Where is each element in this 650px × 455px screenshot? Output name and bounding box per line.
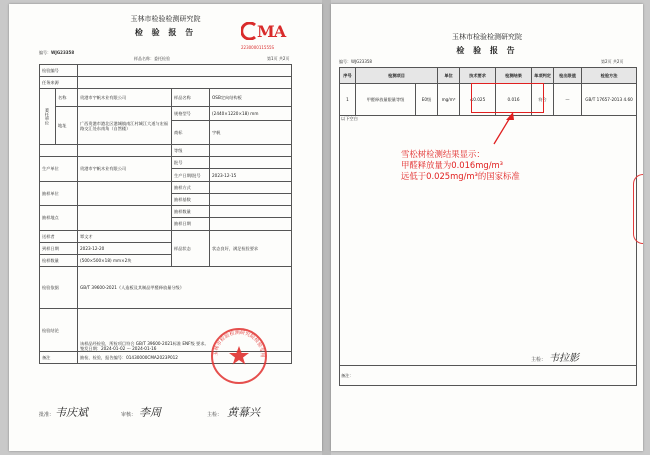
label-spec-model: 规格型号	[172, 107, 210, 120]
report-title: 检 验 报 告	[134, 27, 197, 37]
value-arrival-date: 2023-12-20	[78, 242, 172, 254]
cell-requirement: ≤0.025	[460, 84, 496, 116]
value-sampling-unit	[78, 181, 172, 205]
label-task-source: 任务来源	[40, 77, 78, 89]
report-form-table	[39, 64, 292, 364]
report-no: 编号：WJG23358	[39, 50, 75, 55]
value-sampling-method	[210, 181, 292, 193]
header-cell: 单位	[438, 68, 460, 84]
page-number-2: 第2页 共2页	[601, 59, 624, 64]
header-cell: 检出限值	[554, 68, 582, 84]
label-prod-date: 生产日期/批号	[172, 169, 210, 181]
label-client-address: 地址	[56, 107, 78, 145]
label-remark: 备注	[40, 351, 78, 363]
report-page-2	[331, 4, 643, 451]
cell-index: 1	[340, 84, 356, 116]
institute-name: 玉林市检验检测研究院	[130, 15, 201, 23]
label-client-name: 名称	[56, 89, 78, 107]
annotation-line-1: 雪松树检测结果显示：	[401, 149, 485, 159]
edge-seal-mark	[633, 174, 643, 244]
label-test-basis: 检验依据	[40, 267, 78, 309]
remark-label: 备注：	[341, 373, 354, 378]
cell-verdict: 符合	[532, 84, 554, 116]
header-cell: 序号	[340, 68, 356, 84]
report-no-2: 编号：WJG23358	[339, 59, 372, 64]
label-client: 委托单位	[40, 89, 56, 145]
page-number: 第1页 共2页	[267, 56, 290, 61]
label-reviewer: 审核：	[121, 412, 137, 418]
label-sample-status: 样品状态	[172, 230, 210, 267]
label-sender: 送样者	[40, 230, 78, 242]
report-page-1	[9, 4, 322, 451]
label-conclusion: 检验结论	[40, 309, 78, 351]
label-producer: 生产单位	[40, 157, 78, 181]
label-sample-no: 检验编号	[40, 65, 78, 77]
value-producer-blank	[78, 145, 172, 157]
cell-item: 甲醛释放量限量等级	[356, 84, 416, 116]
signature-reviewer: 李周	[139, 406, 161, 419]
value-sample-name: OSB定向结构板	[210, 89, 292, 107]
header-cell: 技术要求	[460, 68, 496, 84]
label-tester-2: 主检：	[531, 357, 547, 363]
value-client-name: 贵港市宇帆木业有限公司	[78, 89, 172, 107]
header-cell: 单项判定	[532, 68, 554, 84]
label-sampling-unit: 抽样单位	[40, 181, 78, 205]
label-sample-qty: 检样数量	[40, 254, 78, 266]
signature-approver: 韦庆斌	[55, 406, 88, 419]
label-tester: 主检：	[207, 412, 223, 418]
value-sender: 覃文才	[78, 230, 172, 242]
report-title-2: 检 验 报 告	[456, 45, 518, 55]
annotation-text	[401, 149, 520, 182]
cell-grade: E0级	[416, 84, 438, 116]
value-sample-no	[78, 65, 292, 77]
institute-name-2: 玉林市检验检测研究院	[452, 33, 522, 41]
value-sampling-date	[210, 218, 292, 230]
cell-result: 0.016	[496, 84, 532, 116]
value-client-address: 广西贵港市港北区港城镇南江村城江大道与宏福路交汇处东南角（自然楼）	[78, 107, 172, 145]
label-grade: 等级	[172, 145, 210, 157]
value-test-basis: GB/T 39600-2021《人造板及其制品甲醛释放量分级》	[78, 267, 292, 309]
label-sampling-place: 抽样地点	[40, 206, 78, 230]
page-gutter	[322, 0, 331, 455]
value-prod-date: 2023-12-15	[210, 169, 292, 181]
cell-method: GB/T 17657-2013 4.60	[582, 84, 637, 116]
label-sampling-base: 抽样基数	[172, 193, 210, 205]
value-sampling-place	[78, 206, 172, 230]
conclusion-text: 该样品经检验，所检项目符合 GB/T 39600-2021标准 ENF级 要求。	[80, 340, 209, 346]
label-sampling-method: 抽样方式	[172, 181, 210, 193]
blank-note: 以下空白	[340, 116, 637, 366]
header-cell: 检测项目	[356, 68, 438, 84]
value-sampling-qty	[210, 206, 292, 218]
annotation-arrow	[331, 4, 643, 451]
value-task-source	[78, 77, 292, 89]
label-arrival-date: 到样日期	[40, 242, 78, 254]
value-brand: 宇帆	[210, 120, 292, 144]
value-grade	[210, 145, 292, 157]
header-cell: 检测结果	[496, 68, 532, 84]
issue-date: 签发日期：2024-01-02 ～ 2024-01-16	[80, 345, 157, 351]
label-batch: 批号	[172, 157, 210, 169]
cell-unit: mg/m³	[438, 84, 460, 116]
value-spec-model: (2440×1220×18) mm	[210, 107, 292, 120]
cma-logo: MA	[241, 22, 287, 42]
annotation-line-3: 远低于0.025mg/m³的国家标准	[401, 171, 520, 181]
cma-number: 223000011555S	[241, 45, 275, 50]
label-sampling-date: 抽样日期	[172, 218, 210, 230]
value-sample-status: 状态良好，满足检验要求	[210, 230, 292, 267]
annotation-line-2: 甲醛释放量为0.016mg/m³	[401, 160, 504, 170]
label-sampling-qty: 抽样数量	[172, 206, 210, 218]
cell-limit: —	[554, 84, 582, 116]
header-cell: 检验方法	[582, 68, 637, 84]
label-approver: 批准：	[39, 412, 55, 418]
label-brand: 商标	[172, 120, 210, 144]
sample-type: 样品名称：委托检验	[134, 56, 170, 61]
signature-tester-2: 韦拉影	[549, 353, 579, 364]
inspection-seal	[209, 326, 269, 390]
value-remark: 抽检、检验，报告编号：01430000CMA2023P012	[78, 351, 292, 363]
value-sample-qty: (500×500×18) mm×2块	[78, 254, 172, 266]
value-producer: 贵港市宇帆木业有限公司	[78, 157, 172, 181]
signature-tester: 黄幕兴	[227, 406, 260, 419]
value-sampling-base	[210, 193, 292, 205]
seal-text: 玉林市检验检测研究院检验专用	[212, 329, 266, 358]
label-producer-blank	[40, 145, 78, 157]
value-batch	[210, 157, 292, 169]
label-sample-name: 样品名称	[172, 89, 210, 107]
